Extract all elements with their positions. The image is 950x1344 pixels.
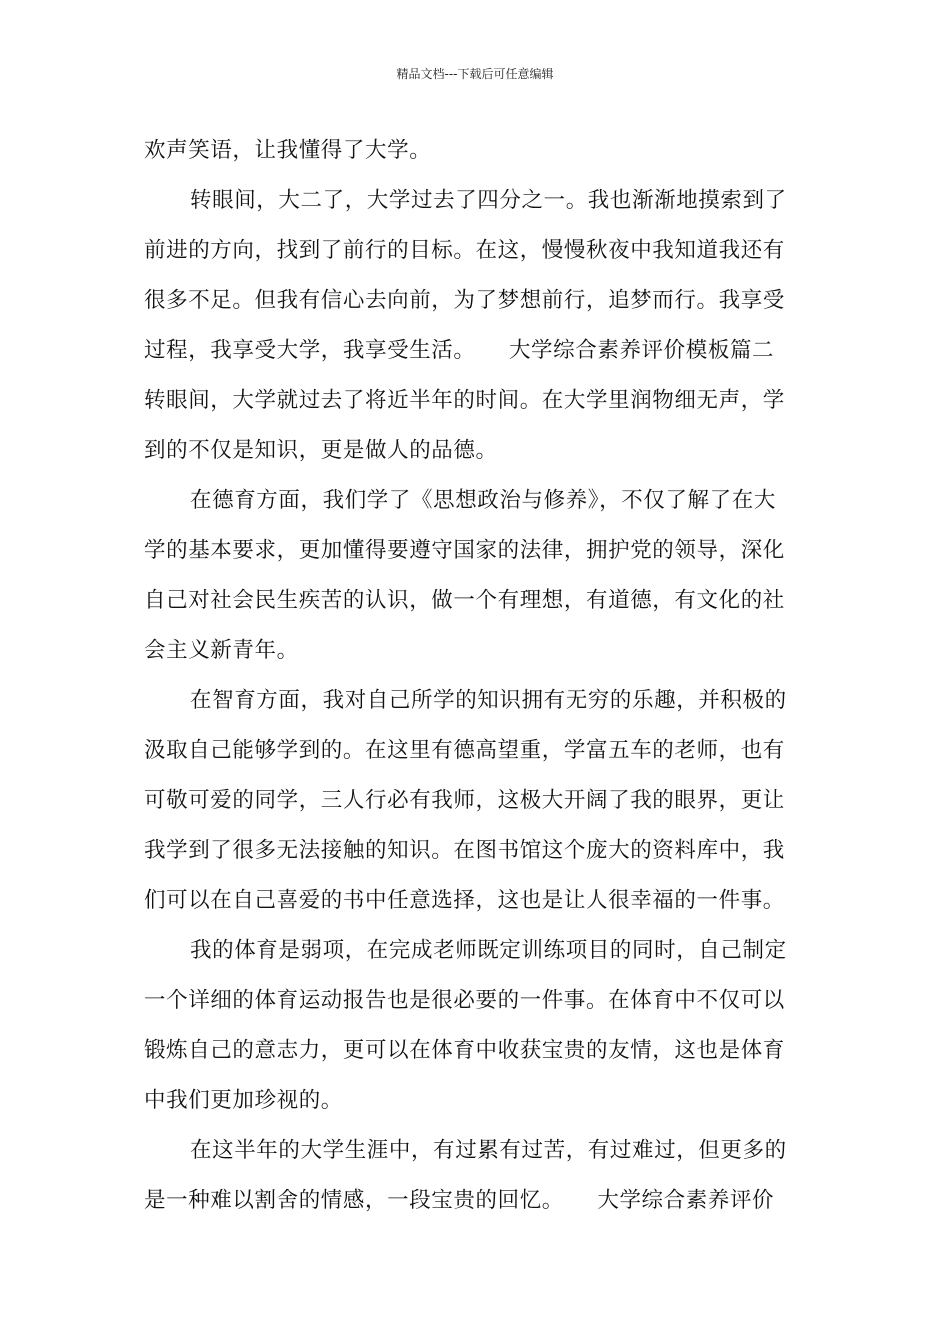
text-line: 我学到了很多无法接触的知识。在图书馆这个庞大的资料库中，我 xyxy=(144,838,785,863)
page-header: 精品文档---下载后可任意编辑 xyxy=(396,67,554,81)
text-line: 转眼间，大二了，大学过去了四分之一。我也渐渐地摸索到了 xyxy=(190,188,787,213)
text-line: 在这半年的大学生涯中，有过累有过苦，有过难过，但更多的 xyxy=(190,1138,787,1163)
text-line: 自己对社会民生疾苦的认识，做一个有理想，有道德，有文化的社 xyxy=(144,588,785,613)
text-line: 锻炼自己的意志力，更可以在体育中收获宝贵的友情，这也是体育 xyxy=(144,1038,785,1063)
text-line: 我的体育是弱项，在完成老师既定训练项目的同时，自己制定 xyxy=(190,938,787,963)
text-line: 前进的方向，找到了前行的目标。在这，慢慢秋夜中我知道我还有 xyxy=(144,238,785,263)
text-line: 欢声笑语，让我懂得了大学。 xyxy=(144,138,432,163)
text-line: 过程，我享受大学，我享受生活。 大学综合素养评价模板篇二 xyxy=(144,338,775,363)
text-line: 中我们更加珍视的。 xyxy=(144,1088,343,1113)
text-line: 们可以在自己喜爱的书中任意选择，这也是让人很幸福的一件事。 xyxy=(144,888,785,913)
text-line: 很多不足。但我有信心去向前，为了梦想前行，追梦而行。我享受 xyxy=(144,288,785,313)
text-line: 到的不仅是知识，更是做人的品德。 xyxy=(144,438,498,463)
text-line: 一个详细的体育运动报告也是很必要的一件事。在体育中不仅可以 xyxy=(144,988,785,1013)
text-line: 学的基本要求，更加懂得要遵守国家的法律，拥护党的领导，深化 xyxy=(144,538,785,563)
text-line: 在智育方面，我对自己所学的知识拥有无穷的乐趣，并积极的 xyxy=(190,688,787,713)
text-line: 是一种难以割舍的情感，一段宝贵的回忆。 大学综合素养评价 xyxy=(144,1188,775,1213)
text-line: 会主义新青年。 xyxy=(144,638,299,663)
text-line: 汲取自己能够学到的。在这里有德高望重，学富五车的老师，也有 xyxy=(144,738,785,763)
text-line: 可敬可爱的同学，三人行必有我师，这极大开阔了我的眼界，更让 xyxy=(144,788,785,813)
text-line: 转眼间，大学就过去了将近半年的时间。在大学里润物细无声，学 xyxy=(144,388,785,413)
text-line: 在德育方面，我们学了《思想政治与修养》，不仅了解了在大 xyxy=(190,488,776,513)
